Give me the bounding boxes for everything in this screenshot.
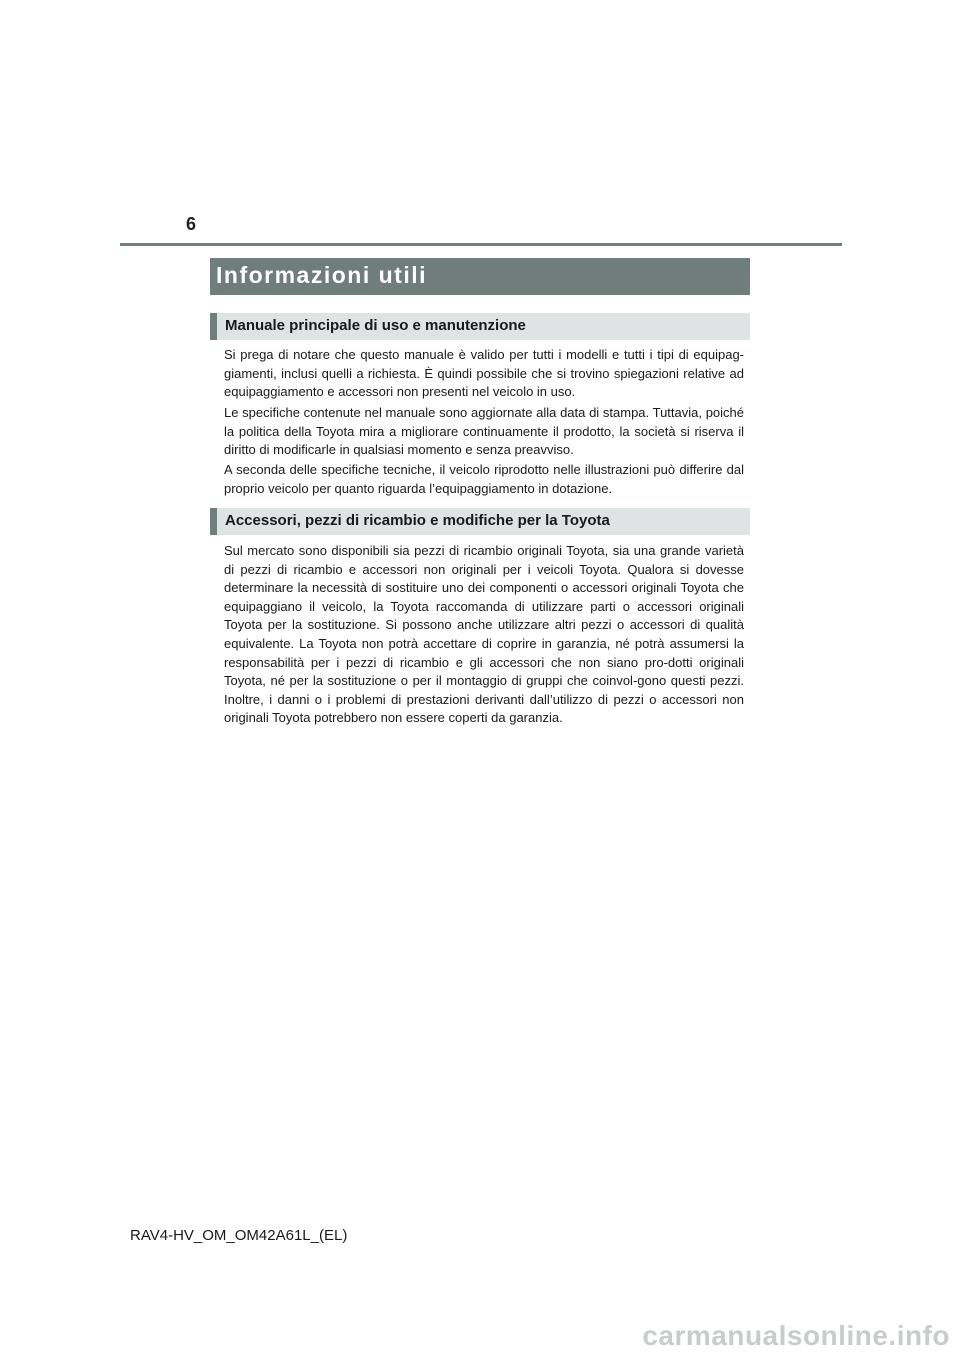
- paragraph-accessories: Sul mercato sono disponibili sia pezzi di ricambio originali Toyota, sia una grande varietà di pezzi di ricambio e accessori non originali per i veicoli Toyota. Qualora si dovesse determinare la necessità di sostituire uno dei componenti o accessori originali Toyota che equipaggiano il veicolo, la Toyota raccomanda di utilizzare parti o accessori originali Toyota per la sostituzione. Si possono anche utilizzare altri pezzi o accessori di qualità equivalente. La Toyota non potrà accettare di coprire in garanzia, né potrà assumersi la responsabilità per i pezzi di ricambio e gli accessori che non siano pro-dotti originali Toyota, né per la sostituzione o per il montaggio di gruppi che coinvol-gono questi pezzi. Inoltre, i danni o i problemi di prestazioni derivanti dall’utilizzo di pezzi o accessori non originali Toyota potrebbero non essere coperti da garanzia.: [224, 543, 744, 726]
- paragraph-manual-illustrations: A seconda delle specifiche tecniche, il veicolo riprodotto nelle illustrazioni può differire dal proprio veicolo per quanto riguarda l’equipaggiamento in dotazione.: [224, 462, 744, 496]
- section-title-banner: [210, 258, 750, 295]
- paragraph-manual-validity: Si prega di notare che questo manuale è valido per tutti i modelli e tutti i tipi di equipag-giamenti, inclusi quelli a richiesta. È quindi possibile che si trovino spiegazioni relative ad equipaggiamento e accessori non presenti nel veicolo in uso.: [224, 347, 744, 400]
- page-number: 6: [186, 214, 197, 234]
- header-divider: [120, 243, 842, 246]
- section-title: Informazioni utili: [216, 262, 427, 288]
- subsection-heading-accessories-text: Accessori, pezzi di ricambio e modifiche per la Toyota: [225, 512, 610, 529]
- paragraph-manual-specifications: Le specifiche contenute nel manuale sono aggiornate alla data di stampa. Tuttavia, poiché la politica della Toyota mira a migliorare continuamente il prodotto, la società si riserva il diritto di modificarle in qualsiasi momento e senza preavviso.: [224, 405, 744, 458]
- document-code-footer: RAV4-HV_OM_OM42A61L_(EL): [130, 1227, 348, 1244]
- subsection-heading-accessories: [210, 508, 750, 535]
- watermark: carmanualsonline.info: [642, 1320, 950, 1351]
- subsection-heading-manual: [210, 313, 750, 340]
- subsection-heading-manual-text: Manuale principale di uso e manutenzione: [225, 317, 526, 334]
